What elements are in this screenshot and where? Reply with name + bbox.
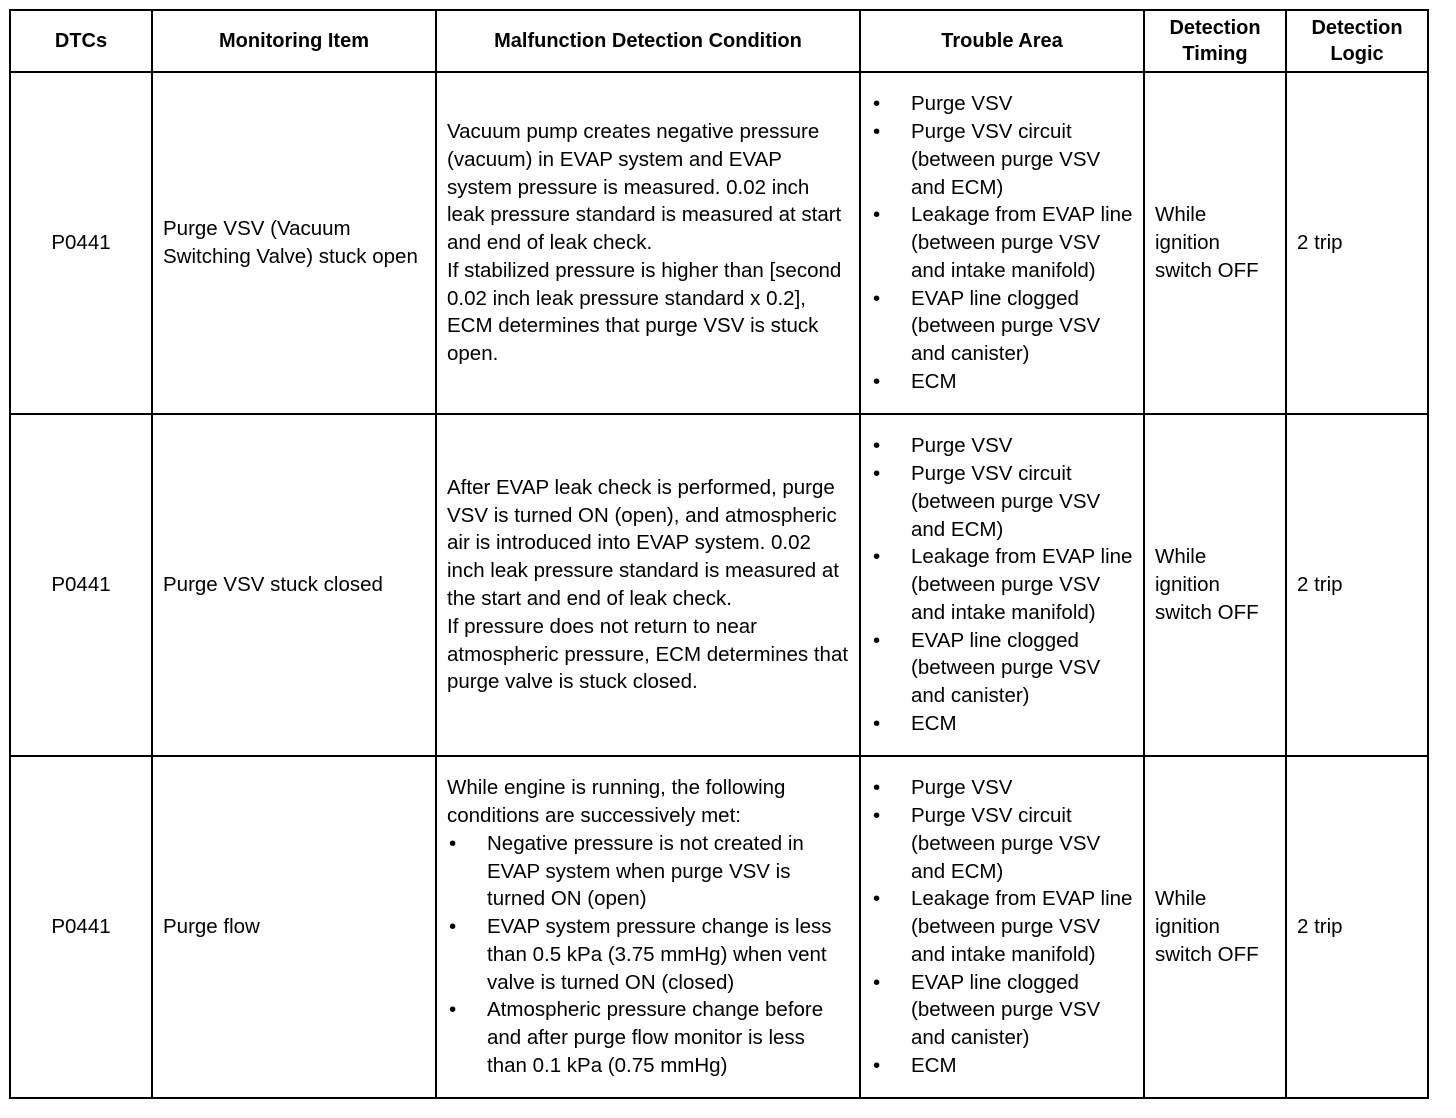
trouble-area <box>860 756 1144 1098</box>
header-detection-timing: Detection Timing <box>1144 10 1286 72</box>
trouble-area-list <box>871 774 1135 1080</box>
table-row <box>10 72 1428 414</box>
table-row <box>10 756 1428 1098</box>
list-item: • ECM <box>871 710 1135 738</box>
detection-logic: 2 trip <box>1286 756 1428 1098</box>
monitoring-item: Purge VSV stuck closed <box>152 414 436 756</box>
condition-paragraph: Vacuum pump creates negative pressure (vacuum) in EVAP system and EVAP system pressure is measured. 0.02 inch leak pressure standard is measured at start and end of leak check. <box>447 119 842 255</box>
list-item: • ECM <box>871 1052 1135 1080</box>
header-trouble-area: Trouble Area <box>860 10 1144 72</box>
condition-list <box>447 830 849 1080</box>
header-condition: Malfunction Detection Condition <box>436 10 860 72</box>
trouble-area-list <box>871 432 1135 738</box>
list-item: • Purge VSV circuit (between purge VSV and ECM) <box>871 118 1135 201</box>
dtc-table <box>9 9 1429 1099</box>
list-item: • EVAP system pressure change is less than 0.5 kPa (3.75 mmHg) when vent valve is turned ON (closed) <box>447 913 849 996</box>
list-item: • EVAP line clogged (between purge VSV and canister) <box>871 969 1135 1052</box>
condition-intro: While engine is running, the following conditions are successively met: <box>447 776 786 827</box>
monitoring-item: Purge flow <box>152 756 436 1098</box>
list-item: • Negative pressure is not created in EVAP system when purge VSV is turned ON (open) <box>447 830 849 913</box>
condition-paragraph: If stabilized pressure is higher than [second 0.02 inch leak pressure standard x 0.2], ECM determines that purge VSV is stuck open. <box>447 258 842 366</box>
list-item: • Purge VSV circuit (between purge VSV and ECM) <box>871 460 1135 543</box>
dtc-code: P0441 <box>10 756 152 1098</box>
list-item: • EVAP line clogged (between purge VSV and canister) <box>871 285 1135 368</box>
header-monitoring-item: Monitoring Item <box>152 10 436 72</box>
list-item: • ECM <box>871 368 1135 396</box>
list-item: • Leakage from EVAP line (between purge VSV and intake manifold) <box>871 201 1135 284</box>
trouble-area <box>860 72 1144 414</box>
list-item: • Purge VSV <box>871 432 1135 460</box>
trouble-area-list <box>871 90 1135 396</box>
detection-timing: While ignition switch OFF <box>1144 756 1286 1098</box>
condition-paragraph: If pressure does not return to near atmospheric pressure, ECM determines that purge valve is stuck closed. <box>447 614 849 694</box>
list-item: • Leakage from EVAP line (between purge VSV and intake manifold) <box>871 543 1135 626</box>
header-dtcs: DTCs <box>10 10 152 72</box>
list-item: • Purge VSV <box>871 90 1135 118</box>
list-item: • EVAP line clogged (between purge VSV and canister) <box>871 627 1135 710</box>
list-item: • Purge VSV circuit (between purge VSV and ECM) <box>871 802 1135 885</box>
trouble-area <box>860 414 1144 756</box>
monitoring-item: Purge VSV (Vacuum Switching Valve) stuck open <box>152 72 436 414</box>
detection-condition <box>436 414 860 756</box>
table-row <box>10 414 1428 756</box>
detection-timing: While ignition switch OFF <box>1144 414 1286 756</box>
detection-condition <box>436 72 860 414</box>
detection-logic: 2 trip <box>1286 414 1428 756</box>
condition-paragraph: After EVAP leak check is performed, purge VSV is turned ON (open), and atmospheric air is introduced into EVAP system. 0.02 inch leak pressure standard is measured at the start and end of leak check. <box>447 475 839 610</box>
dtc-code: P0441 <box>10 414 152 756</box>
detection-condition <box>436 756 860 1098</box>
header-row <box>10 10 1428 72</box>
detection-timing: While ignition switch OFF <box>1144 72 1286 414</box>
list-item: • Leakage from EVAP line (between purge VSV and intake manifold) <box>871 885 1135 968</box>
list-item: • Purge VSV <box>871 774 1135 802</box>
list-item: • Atmospheric pressure change before and after purge flow monitor is less than 0.1 kPa (0.75 mmHg) <box>447 996 849 1079</box>
header-detection-logic: Detection Logic <box>1286 10 1428 72</box>
dtc-code: P0441 <box>10 72 152 414</box>
detection-logic: 2 trip <box>1286 72 1428 414</box>
